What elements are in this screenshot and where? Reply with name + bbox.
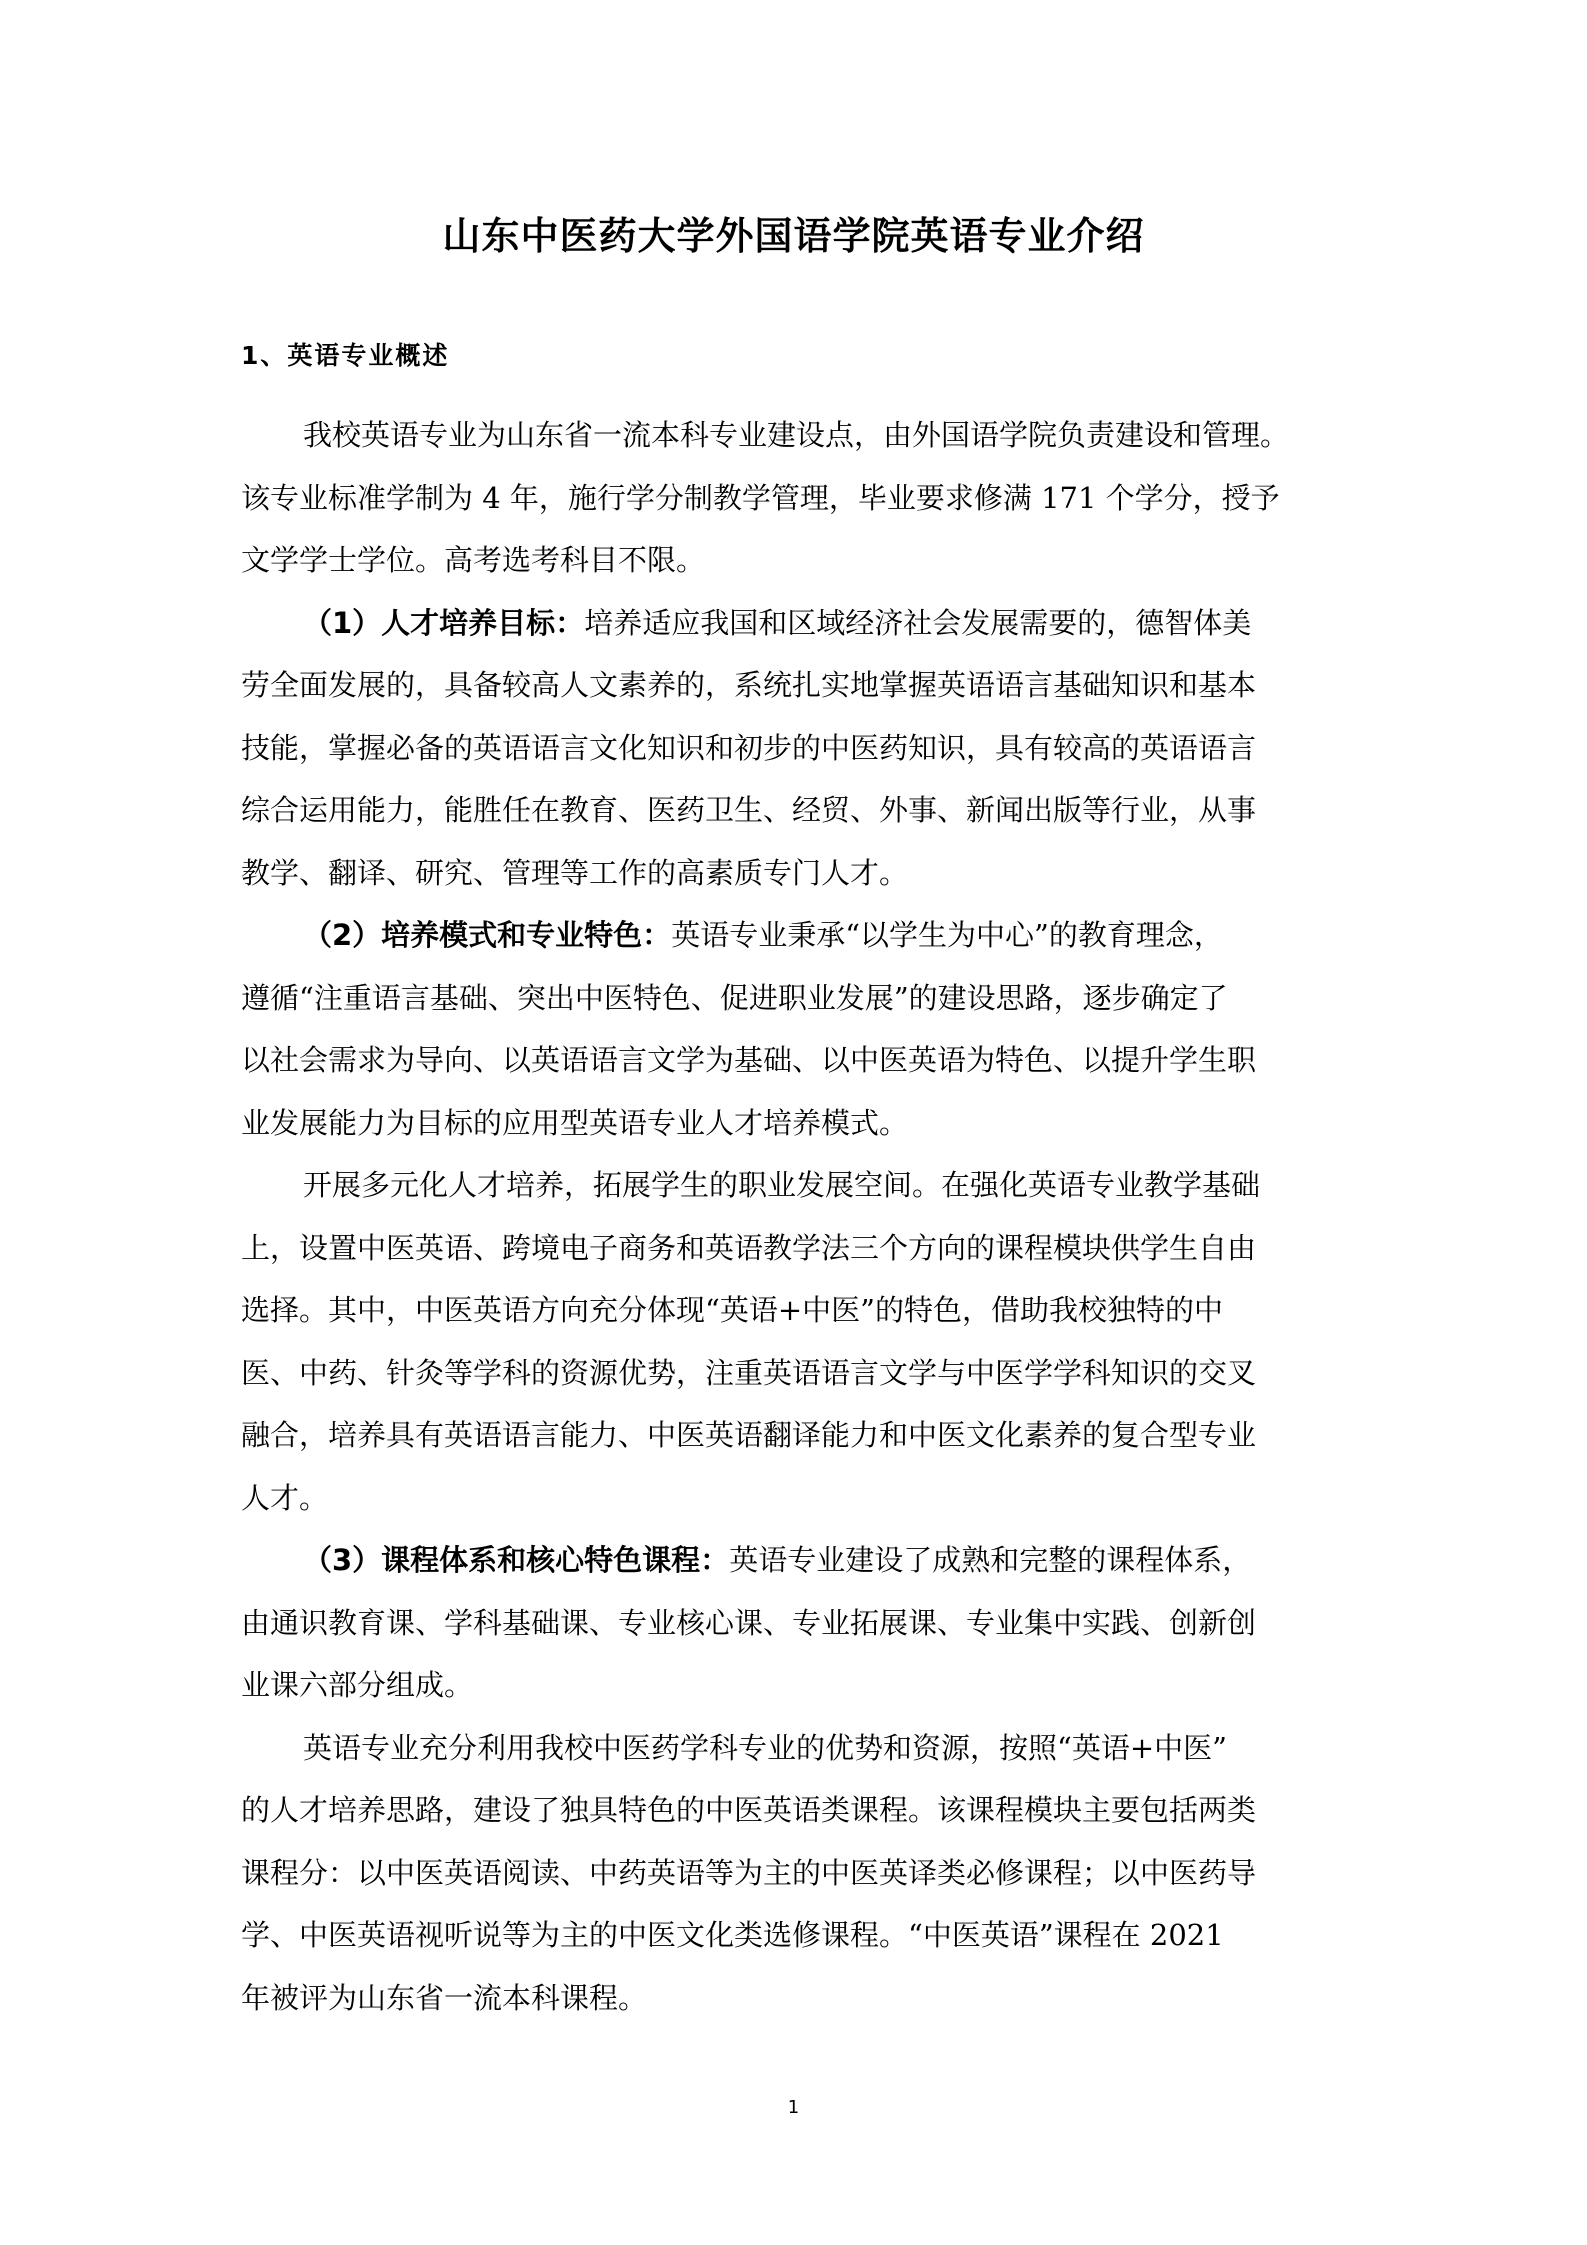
text-line: 学、中医英语视听说等为主的中医文化类选修课程。“中医英语”课程在 2021	[241, 1918, 1224, 1952]
text-line: 年被评为山东省一流本科课程。	[241, 1980, 648, 2015]
section-heading: 1、英语专业概述	[241, 341, 450, 370]
paragraph-lead: （3）课程体系和核心特色课程：	[303, 1543, 730, 1577]
text-line: 培养适应我国和区域经济社会发展需要的，德智体美	[584, 605, 1252, 640]
page-number: 1	[787, 2097, 800, 2118]
text-line: 英语专业建设了成熟和完整的课程体系，	[729, 1543, 1252, 1577]
text-line: 课程分：以中医英语阅读、中药英语等为主的中医英译类必修课程；以中医药导	[241, 1855, 1257, 1890]
text-line: 融合，培养具有英语语言能力、中医英语翻译能力和中医文化素养的复合型专业	[241, 1418, 1257, 1452]
paragraph-overview	[241, 404, 1361, 592]
paragraph-diversified-training	[241, 1154, 1361, 1529]
text-line: 综合运用能力，能胜任在教育、医药卫生、经贸、外事、新闻出版等行业，从事	[241, 793, 1257, 827]
text-line: 上，设置中医英语、跨境电子商务和英语教学法三个方向的课程模块供学生自由	[241, 1230, 1257, 1265]
document-title: 山东中医药大学外国语学院英语专业介绍	[442, 214, 1145, 258]
text-line: 教学、翻译、研究、管理等工作的高素质专门人才。	[241, 855, 909, 890]
text-line: 英语专业秉承“以学生为中心”的教育理念，	[671, 918, 1223, 952]
text-line: 英语专业充分利用我校中医药学科专业的优势和资源，按照“英语+中医”	[303, 1730, 1227, 1765]
text-line: 遵循“注重语言基础、突出中医特色、促进职业发展”的建设思路，逐步确定了	[241, 980, 1228, 1015]
text-line: 以社会需求为导向、以英语语言文学为基础、以中医英语为特色、以提升学生职	[241, 1043, 1257, 1077]
paragraph-lead: （1）人才培养目标：	[303, 605, 585, 640]
text-line: 业课六部分组成。	[241, 1668, 474, 1702]
paragraph-lead: （2）培养模式和专业特色：	[303, 918, 672, 952]
text-line: 我校英语专业为山东省一流本科专业建设点，由外国语学院负责建设和管理。	[303, 418, 1290, 452]
paragraph-curriculum	[241, 1529, 1361, 1717]
text-line: 的人才培养思路，建设了独具特色的中医英语类课程。该课程模块主要包括两类	[241, 1793, 1257, 1827]
document-body	[241, 404, 1361, 2029]
paragraph-training-goal	[241, 592, 1361, 905]
text-line: 业发展能力为目标的应用型英语专业人才培养模式。	[241, 1105, 909, 1140]
text-line: 劳全面发展的，具备较高人文素养的，系统扎实地掌握英语语言基础知识和基本	[241, 668, 1257, 702]
text-line: 该专业标准学制为 4 年，施行学分制教学管理，毕业要求修满 171 个学分，授予	[241, 480, 1280, 515]
text-line: 开展多元化人才培养，拓展学生的职业发展空间。在强化英语专业教学基础	[303, 1168, 1261, 1202]
text-line: 人才。	[241, 1480, 329, 1515]
text-line: 文学学士学位。高考选考科目不限。	[241, 543, 706, 577]
text-line: 由通识教育课、学科基础课、专业核心课、专业拓展课、专业集中实践、创新创	[241, 1605, 1257, 1640]
text-line: 技能，掌握必备的英语语言文化知识和初步的中医药知识，具有较高的英语语言	[241, 730, 1257, 765]
text-line: 选择。其中，中医英语方向充分体现“英语+中医”的特色，借助我校独特的中	[241, 1293, 1223, 1327]
paragraph-training-mode	[241, 904, 1361, 1154]
text-line: 医、中药、针灸等学科的资源优势，注重英语语言文学与中医学学科知识的交叉	[241, 1355, 1257, 1390]
paragraph-tcm-english-courses	[241, 1717, 1361, 2030]
